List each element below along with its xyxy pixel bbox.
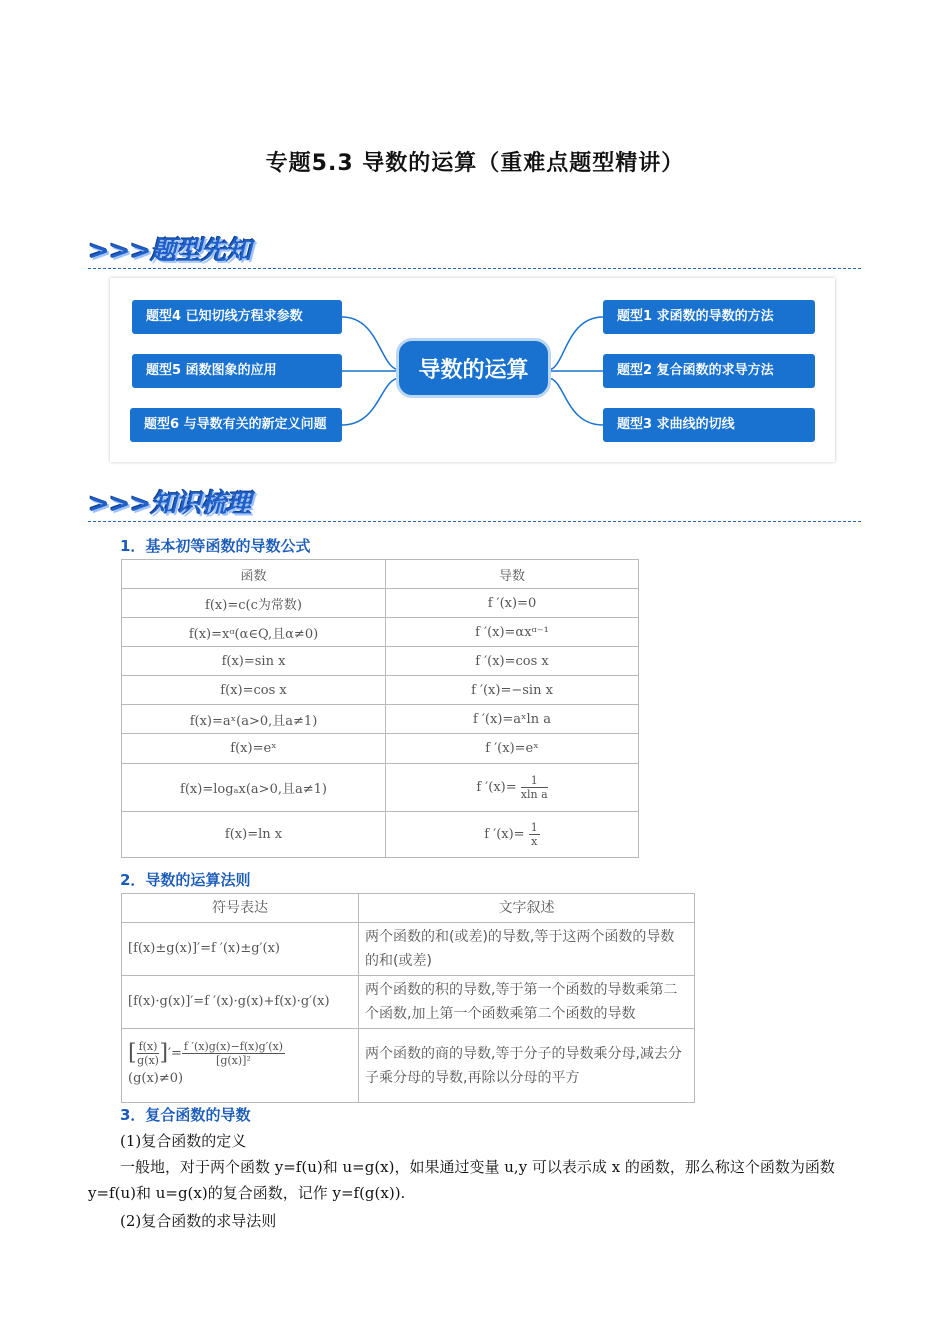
mind-map <box>110 278 835 462</box>
mindmap-node-type1: 题型1 求函数的导数的方法 <box>603 300 815 334</box>
table-header: 符号表达 <box>122 894 359 923</box>
table-cell: f(x)=logₐx(a>0,且a≠1) <box>122 764 386 812</box>
fraction-denominator: g(x) <box>137 1054 159 1067</box>
table-cell <box>386 812 639 858</box>
table-cell: 两个函数的和(或差)的导数,等于这两个函数的导数的和(或差) <box>359 923 695 976</box>
section-banner-preview <box>88 230 861 274</box>
table-cell: f(x)=cos x <box>122 676 386 705</box>
banner-title: >>>知识梳理 <box>88 489 251 519</box>
table-cell: f(x)=eˣ <box>122 734 386 764</box>
mindmap-center-node: 导数的运算 <box>396 338 551 398</box>
mindmap-node-type6: 题型6 与导数有关的新定义问题 <box>130 408 342 442</box>
paragraph: (1)复合函数的定义 <box>120 1132 247 1150</box>
table-cell: f(x)=ln x <box>122 812 386 858</box>
fraction <box>529 821 540 848</box>
table-cell: 两个函数的商的导数,等于分子的导数乘分母,减去分子乘分母的导数,再除以分母的平方 <box>359 1029 695 1103</box>
dashed-divider <box>88 268 861 269</box>
fraction-numerator: 1 <box>530 821 538 834</box>
section-heading-1: 1．基本初等函数的导数公式 <box>120 537 311 555</box>
table-cell: f(x)=aˣ(a>0,且a≠1) <box>122 705 386 734</box>
table-cell: [f(x)±g(x)]′=f ′(x)±g′(x) <box>122 923 359 976</box>
section-heading-2: 2．导数的运算法则 <box>120 871 251 889</box>
condition-text: (g(x)≠0) <box>128 1071 184 1086</box>
table-cell: f(x)=c(c为常数) <box>122 589 386 618</box>
derivative-formula-table <box>121 559 639 858</box>
fraction-numerator: f ′(x)g(x)−f(x)g′(x) <box>183 1040 283 1053</box>
mindmap-node-type2: 题型2 复合函数的求导方法 <box>603 354 815 388</box>
table-cell: f(x)=sin x <box>122 647 386 676</box>
fraction <box>521 774 548 801</box>
table-cell: [f(x)·g(x)]′=f ′(x)·g(x)+f(x)·g′(x) <box>122 976 359 1029</box>
table-cell: f(x)=xᵅ(α∈Q,且α≠0) <box>122 618 386 647</box>
formula-lhs: f ′(x)= <box>484 827 525 842</box>
mindmap-node-type5: 题型5 函数图象的应用 <box>132 354 342 388</box>
table-header: 函数 <box>122 560 386 589</box>
derivative-rules-table <box>121 893 695 1103</box>
mindmap-node-type4: 题型4 已知切线方程求参数 <box>132 300 342 334</box>
page-title: 专题5.3 导数的运算（重难点题型精讲） <box>265 151 685 176</box>
section-heading-3: 3．复合函数的导数 <box>120 1106 251 1124</box>
fraction-denominator: x <box>531 835 538 848</box>
paragraph: (2)复合函数的求导法则 <box>120 1212 277 1230</box>
section-banner-knowledge <box>88 483 861 527</box>
table-cell <box>386 764 639 812</box>
fraction-numerator: f(x) <box>138 1040 158 1053</box>
table-header: 文字叙述 <box>359 894 695 923</box>
table-header: 导数 <box>386 560 639 589</box>
banner-title: >>>题型先知 <box>88 236 251 266</box>
fraction-denominator: [g(x)]² <box>216 1054 251 1067</box>
dashed-divider <box>88 521 861 522</box>
formula-lhs: f ′(x)= <box>476 780 517 795</box>
fraction <box>182 1040 285 1067</box>
table-cell: f ′(x)=αxᵅ⁻¹ <box>386 618 639 647</box>
mindmap-node-type3: 题型3 求曲线的切线 <box>603 408 815 442</box>
fraction-numerator: 1 <box>521 774 548 788</box>
table-cell: f ′(x)=aˣln a <box>386 705 639 734</box>
table-cell: f ′(x)=−sin x <box>386 676 639 705</box>
table-cell: f ′(x)=cos x <box>386 647 639 676</box>
table-cell: f ′(x)=eˣ <box>386 734 639 764</box>
table-cell: [ $\frac{f(x)}{g(x)}$ ]′= $\frac{f '(x)g(x)-f(x)g'(x)}{\text{[g(x)]²}}$ (g(x)≠0) <box>122 1029 359 1103</box>
table-cell: 两个函数的积的导数,等于第一个函数的导数乘第二个函数,加上第一个函数乘第二个函数的导数 <box>359 976 695 1029</box>
fraction-denominator: xln a <box>520 788 548 801</box>
table-cell: f ′(x)=0 <box>386 589 639 618</box>
fraction <box>137 1040 160 1067</box>
paragraph: 一般地，对于两个函数 y=f(u)和 u=g(x)，如果通过变量 u,y 可以表示成 x 的函数，那么称这个函数为函数 y=f(u)和 u=g(x)的复合函数，记作 y=f(g(x)). <box>88 1158 835 1202</box>
